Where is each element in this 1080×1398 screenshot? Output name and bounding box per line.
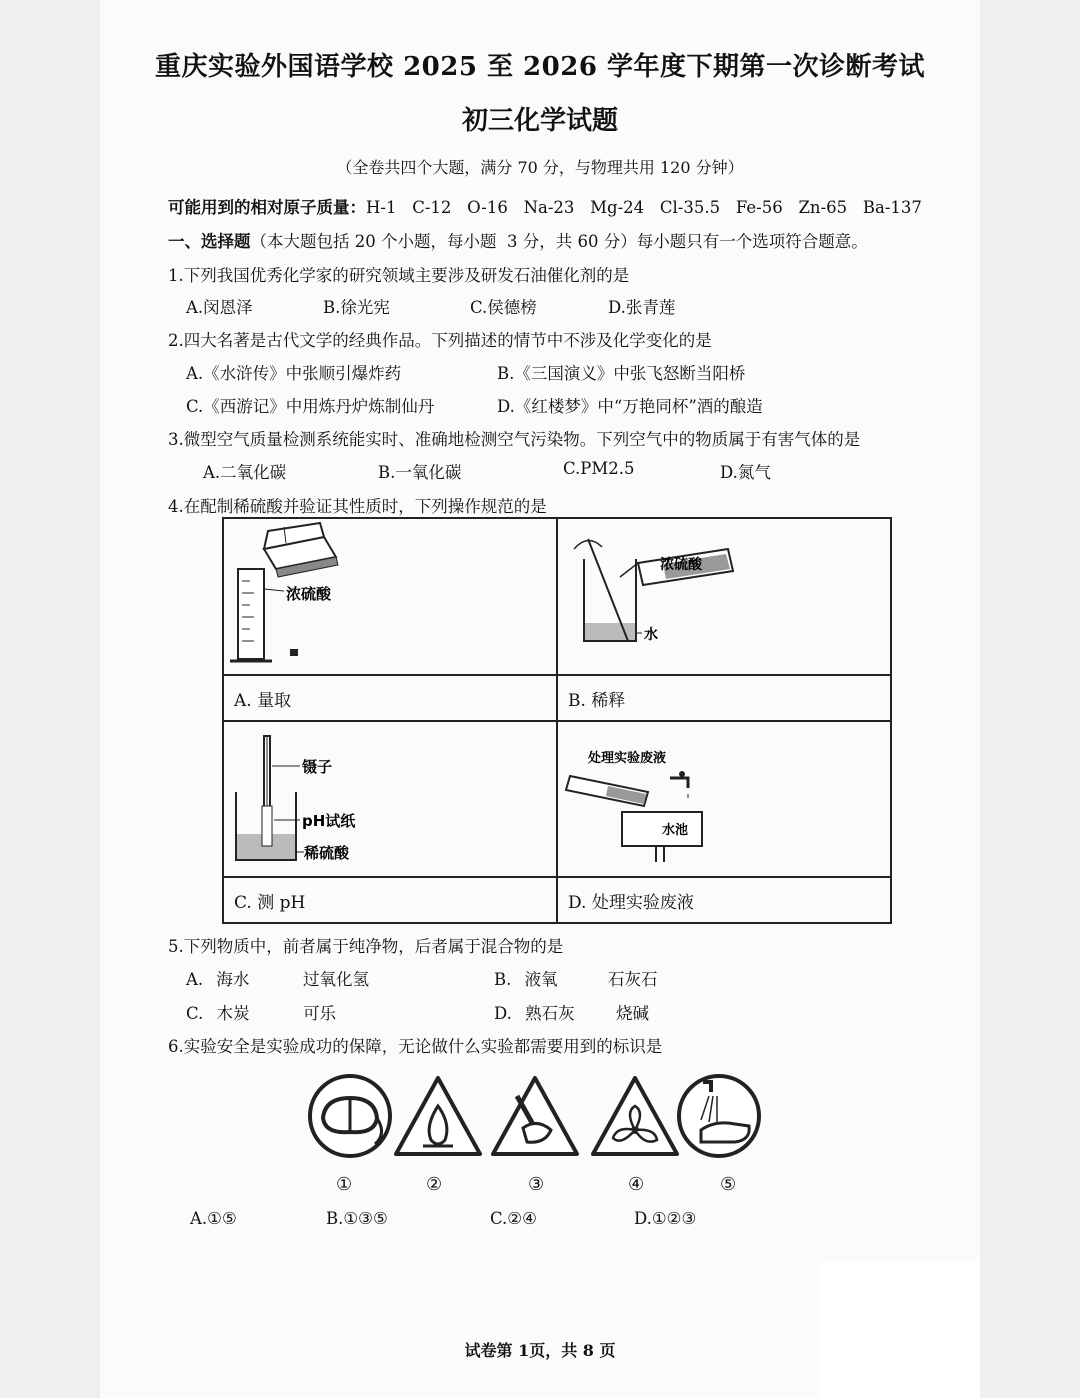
scan-corner-patch <box>820 1262 980 1398</box>
icon-number-2: ② <box>426 1174 443 1195</box>
q4-option-d[interactable]: D. 处理实验废液 <box>557 877 891 923</box>
q5-option-c-first: 木炭 <box>216 1004 250 1023</box>
q4a-mark <box>290 649 298 656</box>
q4-stem: 4.在配制稀硫酸并验证其性质时，下列操作规范的是 <box>168 497 547 516</box>
q5-option-a[interactable] <box>186 966 369 990</box>
q4-figure-b[interactable] <box>557 518 891 675</box>
q4-figure-d[interactable] <box>557 721 891 877</box>
section1-instruction: （本大题包括 20 个小题，每小题 3 分，共 60 分）每小题只有一个选项符合题意。 <box>250 232 868 251</box>
q5-option-d-first: 熟石灰 <box>525 1004 575 1023</box>
waste-disposal-figure <box>558 722 858 874</box>
q5-option-c[interactable] <box>186 1000 336 1024</box>
q5-option-d[interactable] <box>494 1000 649 1024</box>
q5-option-c-second: 可乐 <box>303 1004 336 1023</box>
goggles-icon <box>310 1076 390 1156</box>
q5-option-a-second: 过氧化氢 <box>303 970 369 989</box>
test-tube-pouring-icon <box>566 776 648 806</box>
section1-line <box>168 228 868 252</box>
q2-option-a[interactable]: A.《水浒传》中张顺引爆炸药 <box>186 364 402 383</box>
q5-option-b-first: 液氧 <box>524 970 558 989</box>
q3-stem: 3.微型空气质量检测系统能实时、准确地检测空气污染物。下列空气中的物质属于有害气体的是 <box>168 430 861 449</box>
ph-test-figure <box>224 722 588 874</box>
q2-option-b[interactable]: B.《三国演义》中张飞怒断当阳桥 <box>497 364 746 383</box>
faucet-icon <box>670 771 688 798</box>
q2-option-d[interactable]: D.《红楼梦》中“万艳同杯”酒的酿造 <box>497 397 763 416</box>
q1-option-b[interactable]: B.徐光宪 <box>323 298 390 317</box>
q6-stem: 6.实验安全是实验成功的保障，无论做什么实验都需要用到的标识是 <box>168 1037 663 1056</box>
section1-heading: 一、选择题 <box>168 232 251 251</box>
q5-stem: 5.下列物质中，前者属于纯净物，后者属于混合物的是 <box>168 937 564 956</box>
beaker-icon <box>574 539 636 641</box>
q4-option-c[interactable]: C. 测 pH <box>223 877 557 923</box>
exam-title: 重庆实验外国语学校 2025 至 2026 学年度下期第一次诊断考试 <box>155 52 925 82</box>
q3-option-d[interactable]: D.氮气 <box>720 463 771 482</box>
atomic-mass-label: 可能用到的相对原子质量： <box>168 198 366 217</box>
q4c-label-tweezers: 镊子 <box>302 758 333 776</box>
q6-option-b[interactable]: B.①③⑤ <box>326 1209 388 1228</box>
q6-option-c[interactable]: C.②④ <box>490 1209 537 1228</box>
q4b-label-water: 水 <box>644 627 658 643</box>
reagent-bottle-icon <box>264 523 338 577</box>
q5-option-d-letter: D. <box>494 1004 512 1023</box>
q3-option-b[interactable]: B.一氧化碳 <box>378 463 462 482</box>
q5-option-d-second: 烧碱 <box>616 1004 649 1023</box>
q4c-label-acid: 稀硫酸 <box>304 844 350 862</box>
q5-option-a-letter: A. <box>186 970 204 989</box>
ventilation-fan-icon <box>593 1078 677 1154</box>
flame-icon <box>396 1078 480 1154</box>
icon-number-5: ⑤ <box>720 1174 737 1195</box>
q4d-label-waste: 处理实验废液 <box>588 751 667 766</box>
q4-options-table <box>222 517 892 924</box>
q4-figure-c[interactable] <box>223 721 557 877</box>
q4d-label-sink: 水池 <box>662 823 689 838</box>
q6-option-d[interactable]: D.①②③ <box>634 1209 697 1228</box>
q5-option-a-first: 海水 <box>216 970 250 989</box>
dilution-figure <box>558 519 858 672</box>
q4b-label-acid: 浓硫酸 <box>660 557 702 573</box>
exam-note: （全卷共四个大题，满分 70 分，与物理共用 120 分钟） <box>336 158 744 177</box>
q4a-label-acid: 浓硫酸 <box>286 585 332 603</box>
hand-washing-icon <box>679 1076 759 1156</box>
exam-subtitle: 初三化学试题 <box>461 106 618 136</box>
q5-option-b-second: 石灰石 <box>608 970 658 989</box>
hot-hazard-icon <box>493 1078 577 1154</box>
q3-option-a[interactable]: A.二氧化碳 <box>203 463 287 482</box>
measuring-cylinder-figure <box>224 519 588 672</box>
q1-option-d[interactable]: D.张青莲 <box>608 298 676 317</box>
q4-option-b[interactable]: B. 稀释 <box>557 675 891 721</box>
graduated-cylinder-icon <box>230 569 284 661</box>
q5-option-b-letter: B. <box>494 970 512 989</box>
icon-number-3: ③ <box>528 1174 545 1195</box>
q4-figure-a[interactable] <box>223 518 557 675</box>
q2-option-c[interactable]: C.《西游记》中用炼丹炉炼制仙丹 <box>186 397 435 416</box>
q1-option-c[interactable]: C.侯德榜 <box>470 298 537 317</box>
atomic-mass-values: H-1 C-12 O-16 Na-23 Mg-24 Cl-35.5 Fe-56 Zn-65 Ba-137 <box>366 198 922 217</box>
page-footer: 试卷第 1页，共 8 页 <box>464 1341 616 1360</box>
q4c-label-ph-paper: pH试纸 <box>302 812 356 830</box>
safety-icons-row <box>305 1068 765 1168</box>
atomic-mass-line <box>168 194 922 218</box>
q1-stem: 1.下列我国优秀化学家的研究领域主要涉及研发石油催化剂的是 <box>168 266 630 285</box>
icon-number-4: ④ <box>628 1174 645 1195</box>
q3-option-c[interactable]: C.PM2.5 <box>563 459 635 478</box>
icon-number-1: ① <box>336 1174 353 1195</box>
q1-option-a[interactable]: A.闵恩泽 <box>186 298 253 317</box>
q6-option-a[interactable]: A.①⑤ <box>190 1209 237 1228</box>
q5-option-c-letter: C. <box>186 1004 204 1023</box>
q2-stem: 2.四大名著是古代文学的经典作品。下列描述的情节中不涉及化学变化的是 <box>168 331 712 350</box>
q4-option-a[interactable]: A. 量取 <box>223 675 557 721</box>
q5-option-b[interactable] <box>494 966 658 990</box>
